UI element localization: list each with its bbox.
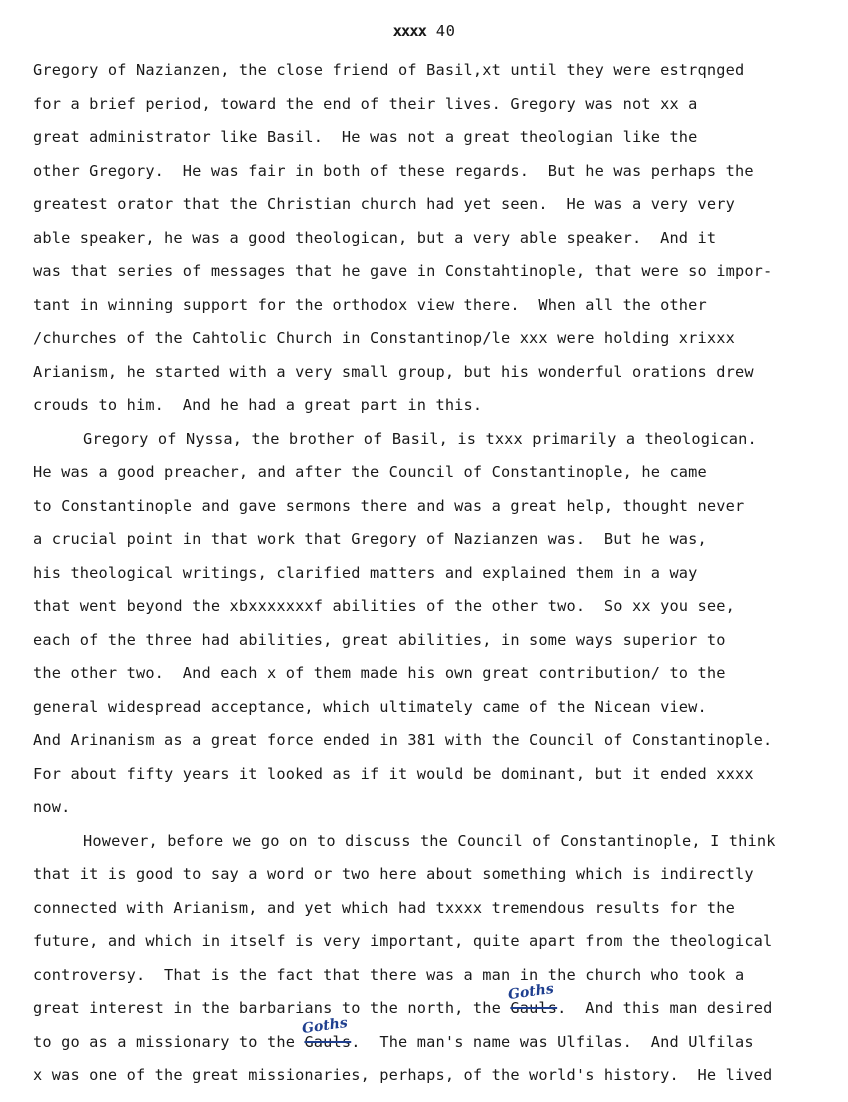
line-segment: great interest in the barbarians to the north, the <box>33 999 511 1017</box>
text-line: general widespread acceptance, which ultimately came of the Nicean view. <box>33 697 707 716</box>
text-line: that went beyond the xbxxxxxxxf abilities of the other two. So xx you see, <box>33 597 735 615</box>
handwritten-correction <box>301 1014 352 1053</box>
line-segment: . The man's name was Ulfilas. And Ulfilas <box>351 1032 754 1051</box>
text-line: his theological writings, clarified matters and explained them in a way <box>33 563 698 582</box>
text-line: And Arinanism as a great force ended in 381 with the Council of Constantinople. <box>33 731 773 749</box>
text-line: He was a good preacher, and after the Council of Constantinople, he came <box>33 463 707 481</box>
handwritten-word: Goths <box>301 1014 350 1037</box>
handwritten-word: Goths <box>507 980 556 1004</box>
handwritten-correction <box>507 980 558 1019</box>
struck-word: Gauls <box>304 1032 352 1051</box>
text-line: tant in winning support for the orthodox view there. When all the other <box>33 295 707 314</box>
struck-out-mark: xxxx <box>392 22 426 40</box>
text-line: Gregory of Nazianzen, the close friend of Basil,xt until they were estrqnged <box>33 61 745 79</box>
paragraph-2 <box>33 428 833 830</box>
corrected-text-line <box>33 980 833 1031</box>
text-line: Arianism, he started with a very small group, but his wonderful orations drew <box>33 362 754 381</box>
text-line: For about fifty years it looked as if it would be dominant, but it ended xxxx <box>33 764 754 783</box>
page-header <box>0 22 848 40</box>
text-line: that it is good to say a word or two here about something which is indirectly <box>33 865 754 883</box>
paragraph-3 <box>33 830 833 1098</box>
text-line: was that series of messages that he gave in Constahtinople, that were so impor- <box>33 262 773 280</box>
text-line: each of the three had abilities, great abilities, in some ways superior to <box>33 630 726 649</box>
text-line: greatest orator that the Christian church had yet seen. He was a very very <box>33 195 735 213</box>
line-segment: . And this man desired <box>557 999 773 1017</box>
struck-word: Gauls <box>510 999 558 1017</box>
line-segment: to go as a missionary to the <box>33 1032 305 1051</box>
text-line: able speaker, he was a good theologican, but a very able speaker. And it <box>33 228 717 247</box>
text-line: a crucial point in that work that Gregory of Nazianzen was. But he was, <box>33 530 707 548</box>
text-line: x was one of the great missionaries, perhaps, of the world's history. He lived <box>33 1066 773 1084</box>
text-line: /churches of the Cahtolic Church in Constantinop/le xxx were holding xrixxx <box>33 329 735 347</box>
text-line: great administrator like Basil. He was not a great theologian like the <box>33 128 698 146</box>
text-line: now. <box>33 798 71 816</box>
text-line: Gregory of Nyssa, the brother of Basil, is txxx primarily a theologican. <box>83 429 757 448</box>
body-text <box>33 59 833 1098</box>
text-line: to Constantinople and gave sermons there and was a great help, thought never <box>33 496 745 515</box>
page-number: 40 <box>435 22 456 40</box>
corrected-text-line <box>33 1014 833 1065</box>
text-line: the other two. And each x of them made his own great contribution/ to the <box>33 664 726 682</box>
text-line: However, before we go on to discuss the Council of Constantinople, I think <box>83 831 776 850</box>
text-line: crouds to him. And he had a great part in this. <box>33 396 483 414</box>
paragraph-1 <box>33 59 833 428</box>
text-line: for a brief period, toward the end of their lives. Gregory was not xx a <box>33 94 698 113</box>
text-line: connected with Arianism, and yet which had txxxx tremendous results for the <box>33 898 735 917</box>
text-line: other Gregory. He was fair in both of these regards. But he was perhaps the <box>33 161 754 180</box>
text-line: future, and which in itself is very important, quite apart from the theological <box>33 932 773 950</box>
text-line: controversy. That is the fact that there was a man in the church who took a <box>33 965 745 984</box>
